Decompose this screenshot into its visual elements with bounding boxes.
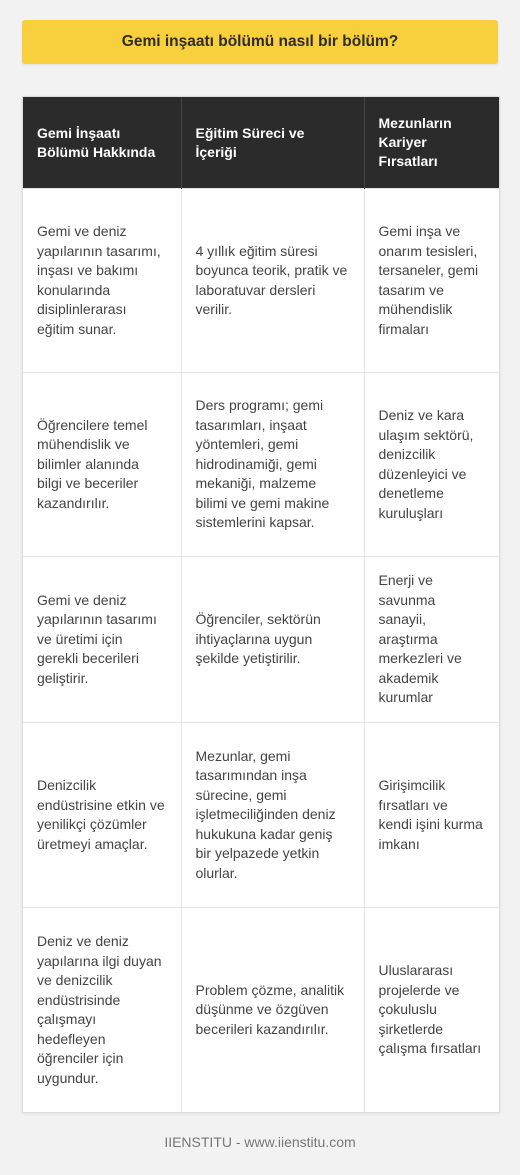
table-row (23, 557, 499, 723)
column-header-about: Gemi İnşaatı Bölümü Hakkında (23, 97, 181, 189)
info-table (23, 97, 499, 1112)
table-row (23, 189, 499, 373)
info-table-container (22, 96, 500, 1113)
table-cell: 4 yıllık eğitim süresi boyunca teorik, pratik ve laboratuvar dersleri verilir. (181, 189, 364, 373)
table-cell: Öğrenciler, sektörün ihtiyaçlarına uygun şekilde yetiştirilir. (181, 557, 364, 723)
table-cell: Gemi ve deniz yapılarının tasarımı, inşası ve bakımı konularında disiplinlerarası eğitim sunar. (23, 189, 181, 373)
table-cell: Deniz ve kara ulaşım sektörü, denizcilik düzenleyici ve denetleme kuruluşları (364, 373, 499, 557)
table-cell: Mezunlar, gemi tasarımından inşa sürecine, gemi işletmeciliğinden deniz hukukuna kadar geniş bir yelpazede yetkin olurlar. (181, 723, 364, 908)
table-cell: Gemi ve deniz yapılarının tasarımı ve üretimi için gerekli becerileri geliştirir. (23, 557, 181, 723)
table-cell: Uluslararası projelerde ve çokuluslu şirketlerde çalışma fırsatları (364, 908, 499, 1113)
title-banner (22, 20, 498, 64)
table-row (23, 373, 499, 557)
table-cell: Denizcilik endüstrisine etkin ve yenilikçi çözümler üretmeyi amaçlar. (23, 723, 181, 908)
footer-credit: IIENSTITU - www.iienstitu.com (164, 1134, 356, 1150)
table-cell: Gemi inşa ve onarım tesisleri, tersaneler, gemi tasarım ve mühendislik firmaları (364, 189, 499, 373)
table-cell: Girişimcilik fırsatları ve kendi işini kurma imkanı (364, 723, 499, 908)
table-header-row (23, 97, 499, 189)
column-header-education: Eğitim Süreci ve İçeriği (181, 97, 364, 189)
column-header-careers: Mezunların Kariyer Fırsatları (364, 97, 499, 189)
table-cell: Ders programı; gemi tasarımları, inşaat yöntemleri, gemi hidrodinamiği, gemi mekaniği, malzeme bilimi ve gemi makine sistemlerini kapsar. (181, 373, 364, 557)
table-cell: Problem çözme, analitik düşünme ve özgüven becerileri kazandırılır. (181, 908, 364, 1113)
table-cell: Deniz ve deniz yapılarına ilgi duyan ve denizcilik endüstrisinde çalışmayı hedefleyen öğrenciler için uygundur. (23, 908, 181, 1113)
table-cell: Öğrencilere temel mühendislik ve bilimler alanında bilgi ve beceriler kazandırılır. (23, 373, 181, 557)
table-row (23, 908, 499, 1113)
page-title: Gemi inşaatı bölümü nasıl bir bölüm? (121, 33, 399, 50)
table-row (23, 723, 499, 908)
table-cell: Enerji ve savunma sanayii, araştırma merkezleri ve akademik kurumlar (364, 557, 499, 723)
